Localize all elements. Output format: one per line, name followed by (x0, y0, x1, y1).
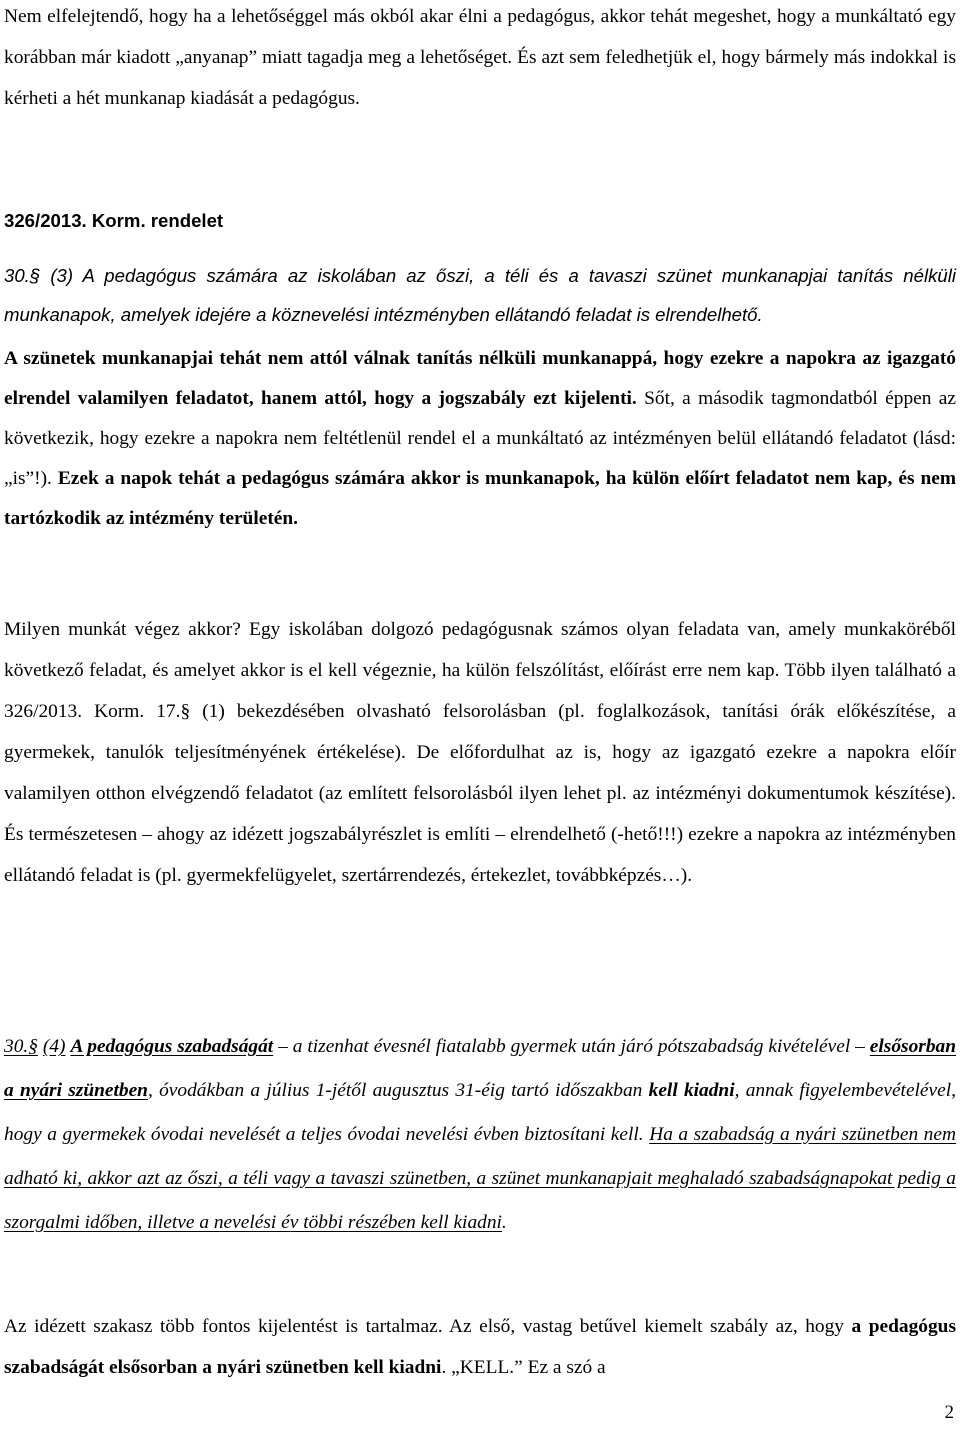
commentary-2-text-a: Milyen munkát végez akkor? Egy iskolában dolgozó pedagógusnak számos olyan feladata van, amely munkaköréből következő feladat, és amelyet akkor is el kell végeznie, ha külön felszólítást, előírást erre nem kap. Több ilyen található a 326/2013. Korm. 17. (4, 619, 956, 722)
closing-paragraph (4, 1306, 956, 1388)
quote-text-b: , óvodákban a július 1-jétől augusztus 31-éig tartó időszakban (147, 1080, 649, 1101)
closing-text-b: . „KELL.” Ez a szó a (441, 1357, 606, 1378)
page-number: 2 (944, 1402, 954, 1423)
quote-bold-b: elsősorban a nyári szünetben (4, 1036, 956, 1101)
section-number: 30. (4, 1036, 29, 1057)
quote-bold-c: kell kiadni (648, 1080, 735, 1101)
regulation-heading (4, 206, 956, 236)
commentary-paragraph-2 (4, 609, 956, 896)
paragraph-sign: § (29, 265, 41, 286)
quote-30-4 (4, 1025, 956, 1245)
intro-text: Nem elfelejtendő, hogy ha a lehetőséggel más okból akar élni a pedagógus, akkor tehát megeshet, hogy a munkáltató egy korábban már kiadott „anyanap” miatt tagadja meg a lehetőséget. És azt sem feledhetjük el, hogy bármely más indokkal is kérheti a hét munkanap kiadását a pedagógus. (4, 6, 956, 109)
intro-paragraph (4, 0, 956, 119)
regulation-heading-text: 326/2013. Korm. rendelet (4, 210, 224, 231)
closing-bold: a pedagógus szabadságát elsősorban a nyári szünetben kell kiadni (4, 1316, 956, 1378)
quote-30-3 (4, 256, 956, 334)
commentary-normal-1: Sőt, a második tagmondatból éppen az következik, hogy ezekre a napokra nem feltétlenül rendel el a munkáltató az intézményen belül ellátandó feladatot (lásd: „is”!). (4, 388, 956, 489)
commentary-bold-1: A szünetek munkanapjai tehát nem attól válnak tanítás nélküli munkanappá, hogy ezekre a napokra az igazgató elrendel valamilyen feladatot, hanem attól, hogy a jogszabály ezt kijelenti. (4, 348, 956, 409)
commentary-bold-2: Ezek a napok tehát a pedagógus számára akkor is munkanapok, ha külön előírt feladatot nem kap, és nem tartózkodik az intézmény területén. (4, 468, 956, 529)
closing-text-a: Az idézett szakasz több fontos kijelentést is tartalmaz. Az első, vastag betűvel kiemelt szabály az, hogy (4, 1316, 852, 1337)
paragraph-sign: § (180, 701, 191, 722)
commentary-2-text-b: (1) bekezdésében olvasható felsorolásban (pl. foglalkozások, tanítási órák előkészítése, a gyermekek, tanulók teljesítményének értékelése). De előfordulhat az is, hogy az igazgató ezekre a napokra előír valamilyen otthon elvégzendő feladatot (az említett felsorolásból ilyen lehet pl. az intézményi dokumentumok készítése). És természetesen – ahogy az idézett jogszabályrészlet is említi – elrendelhető (-hető!!!) ezekre a napokra az intézményben ellátandó feladat is (pl. gyermekfelügyelet, szertárrendezés, értekezlet, továbbképzés…). (4, 701, 956, 886)
quote-bold-a: A pedagógus szabadságát (70, 1036, 274, 1057)
paragraph-number: (4) (42, 1036, 66, 1057)
section-number: 30. (4, 265, 30, 286)
commentary-paragraph-1 (4, 339, 956, 539)
quote-30-3-text: (3) A pedagógus számára az iskolában az őszi, a téli és a tavaszi szünet munkanapjai tanítás nélküli munkanapok, amelyek idejére a köznevelési intézményben ellátandó feladat is elrendelhető. (4, 265, 956, 325)
quote-underlined: Ha a szabadság a nyári szünetben nem adható ki, akkor azt az őszi, a téli vagy a tavaszi szünetben, a szünet munkanapjait meghaladó szabadságnapokat pedig a szorgalmi időben, illetve a nevelési év többi részében kell kiadni (4, 1124, 956, 1233)
quote-text-a: – a tizenhat évesnél fiatalabb gyermek után járó pótszabadság kivételével – (273, 1036, 870, 1057)
paragraph-sign: § (28, 1036, 38, 1057)
quote-text-c: , annak figyelembevételével, hogy a gyermekek óvodai nevelését a teljes óvodai nevelési évben biztosítani kell. (4, 1080, 956, 1145)
quote-end: . (501, 1212, 507, 1233)
